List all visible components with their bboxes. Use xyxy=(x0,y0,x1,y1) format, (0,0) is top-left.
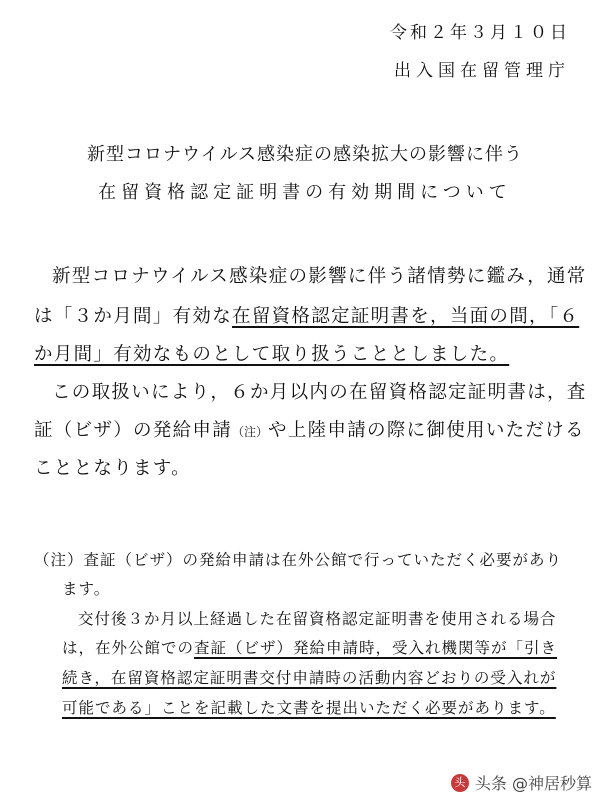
toutiao-logo-icon: 头 xyxy=(451,774,469,792)
body-paragraph-2-line-1: この取扱いにより，６か月以内の在留資格認定証明書は，査 xyxy=(52,382,587,403)
note-line-6: 可能である」ことを記載した文書を提出いただく必要があります。 xyxy=(62,699,556,717)
note-line-2: ます。 xyxy=(62,580,111,598)
watermark-text: 头条 @神居秒算 xyxy=(474,774,592,793)
underlined-note-text: 査証（ビザ）発給申請時，受入れ機関等が「引き xyxy=(194,639,558,657)
note-text: は，在外公館での xyxy=(62,639,195,657)
body-paragraph-2-line-2 xyxy=(34,416,585,442)
body-text: 証（ビザ）の発給申請 xyxy=(34,420,233,441)
note-marker: （注） xyxy=(232,425,269,439)
note-line-5: 続き，在留資格認定証明書交付申請時の活動内容どおりの受入れが xyxy=(62,669,557,687)
body-text: は「３か月間」有効な xyxy=(34,306,233,327)
title-line-2: 在留資格認定証明書の有効期間について xyxy=(98,182,512,203)
document-date: 令和２年３月１０日 xyxy=(390,23,570,43)
note-line-4 xyxy=(62,636,557,658)
underlined-text: 在留資格認定証明書を，当面の間，「６ xyxy=(232,306,580,327)
issuing-agency: 出入国在留管理庁 xyxy=(394,61,570,81)
body-paragraph-1-line-1: 新型コロナウイルス感染症の影響に伴う諸情勢に鑑み，通常 xyxy=(52,266,587,287)
body-paragraph-2-line-3: こととなります。 xyxy=(34,458,191,479)
body-paragraph-1-line-2 xyxy=(34,302,579,328)
note-line-1: （注）査証（ビザ）の発給申請は在外公館で行っていただく必要があり xyxy=(34,551,563,569)
note-line-3: 交付後３か月以上経過した在留資格認定証明書を使用される場合 xyxy=(78,610,557,628)
watermark xyxy=(451,771,592,794)
title-line-1: 新型コロナウイルス感染症の感染拡大の影響に伴う xyxy=(87,144,523,165)
body-text: や上陸申請の際に御使用いただける xyxy=(268,420,585,441)
body-paragraph-1-line-3: か月間」有効なものとして取り扱うこととしました。 xyxy=(34,344,510,365)
